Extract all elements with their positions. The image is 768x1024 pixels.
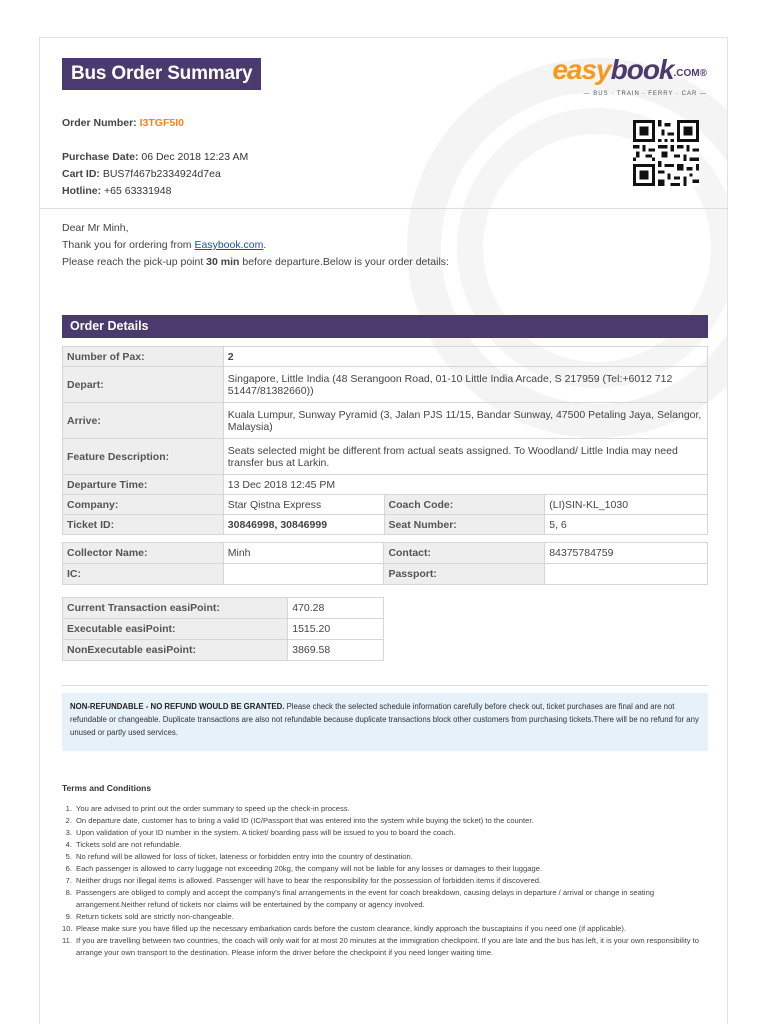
order-details-table	[62, 346, 708, 535]
terms-title: Terms and Conditions	[62, 783, 152, 793]
terms-list	[62, 803, 710, 959]
purchase-date: Purchase Date: 06 Dec 2018 12:23 AM	[62, 151, 249, 163]
term-text: Each passenger is allowed to carry luggage not exceeding 20kg, the company will not be liable for any losses or damages to their luggage.	[76, 864, 543, 873]
term-number: 10.	[62, 924, 73, 933]
term-number: 2.	[65, 816, 72, 825]
order-number-value: I3TGF5I0	[139, 117, 184, 129]
table-row: Number of Pax: 2	[63, 347, 708, 367]
table-row: Executable easiPoint: 1515.20	[63, 619, 384, 640]
term-number: 11.	[62, 936, 72, 945]
hotline: Hotline: +65 63331948	[62, 185, 172, 197]
page-title: Bus Order Summary	[62, 58, 261, 90]
term-text: Return tickets sold are strictly non-changeable.	[76, 912, 234, 921]
term-text: If you are travelling between two countries, the coach will only wait for at most 20 minutes at the immigration checkpoint. If you are late and the bus has left, it is your own responsibility to arrange your own transport to the destination. Please inform the driver before the checkpoint if you need longer waiting time.	[76, 936, 699, 957]
term-text: On departure date, customer has to bring a valid ID (IC/Passport that was entered into the system while buying the ticket) to the counter.	[76, 816, 534, 825]
term-text: Neither drugs nor illegal items is allowed. Passenger will have to bear the responsibility for the possession of forbidden items if discovered.	[76, 876, 542, 885]
table-row: IC: Passport:	[63, 564, 708, 585]
term-number: 5.	[65, 852, 72, 861]
term-number: 1.	[65, 804, 72, 813]
table-row: Ticket ID: 30846998, 30846999 Seat Number: 5, 6	[63, 515, 708, 535]
list-item	[62, 935, 710, 959]
term-number: 8.	[65, 888, 72, 897]
list-item	[62, 803, 710, 815]
greeting: Dear Mr Minh, Thank you for ordering from Easybook.com. Please reach the pick-up point 30 min before departure.Below is your order details:	[62, 222, 449, 268]
list-item	[62, 875, 710, 887]
cart-id: Cart ID: BUS7f467b2334924d7ea	[62, 168, 221, 180]
non-refundable-notice: NON-REFUNDABLE - NO REFUND WOULD BE GRANTED. Please check the selected schedule information carefully before check out, ticket purchases are final and are not refundable or changeable. Duplicate transactions are also not refundable because duplicate transactions block other customers from purchasing tickets.There will be no refund for any unused or partly used services.	[62, 693, 708, 751]
table-row: Current Transaction easiPoint: 470.28	[63, 598, 384, 619]
order-summary-page	[39, 37, 728, 1024]
list-item	[62, 815, 710, 827]
table-row: Departure Time: 13 Dec 2018 12:45 PM	[63, 475, 708, 495]
order-details-header: Order Details	[62, 315, 708, 338]
table-row: Collector Name: Minh Contact: 84375784759	[63, 543, 708, 564]
list-item	[62, 851, 710, 863]
table-row: Company: Star Qistna Express Coach Code: (LI)SIN-KL_1030	[63, 495, 708, 515]
order-number: Order Number: I3TGF5I0	[62, 117, 184, 129]
term-text: You are advised to print out the order summary to speed up the check-in process.	[76, 804, 350, 813]
list-item	[62, 887, 710, 911]
term-text: Passengers are obliged to comply and accept the company's final arrangements in the event for coach breakdown, causing delays in departure / arrival or change in seating arrangement.Neither refund of tickets nor claims will be entertained by the company or agency involved.	[76, 888, 655, 909]
list-item	[62, 827, 710, 839]
term-text: Upon validation of your ID number in the system. A ticket/ boarding pass will be issued to you to board the coach.	[76, 828, 456, 837]
term-number: 6.	[65, 864, 72, 873]
easipoint-table	[62, 597, 384, 661]
table-row: Feature Description: Seats selected might be different from actual seats assigned. To Woodland/ Little India may need transfer bus at Larkin.	[63, 439, 708, 475]
term-text: No refund will be allowed for loss of ticket, lateness or forbidden entry into the country of destination.	[76, 852, 413, 861]
notice-divider	[62, 685, 708, 686]
term-text: Tickets sold are not refundable.	[76, 840, 182, 849]
table-row: Depart: Singapore, Little India (48 Serangoon Road, 01-10 Little India Arcade, S 217959 (Tel:+6012 712 51447/81382660))	[63, 367, 708, 403]
collector-table	[62, 542, 708, 585]
table-row: NonExecutable easiPoint: 3869.58	[63, 640, 384, 661]
term-number: 3.	[65, 828, 72, 837]
list-item	[62, 839, 710, 851]
list-item	[62, 911, 710, 923]
qr-code	[633, 120, 699, 186]
term-text: Please make sure you have filled up the necessary embarkation cards before the custom clearance, kindly approach the buscaptains if you need one (if applicable).	[76, 924, 627, 933]
term-number: 4.	[65, 840, 72, 849]
term-number: 7.	[65, 876, 72, 885]
term-number: 9.	[65, 912, 72, 921]
list-item	[62, 923, 710, 935]
list-item	[62, 863, 710, 875]
easybook-link[interactable]: Easybook.com	[194, 239, 264, 251]
table-row: Arrive: Kuala Lumpur, Sunway Pyramid (3, Jalan PJS 11/15, Bandar Sunway, 47500 Petaling Jaya, Selangor, Malaysia)	[63, 403, 708, 439]
header-divider	[40, 208, 727, 209]
easybook-logo: easybook.COM® — BUS · TRAIN · FERRY · CAR —	[552, 54, 707, 97]
